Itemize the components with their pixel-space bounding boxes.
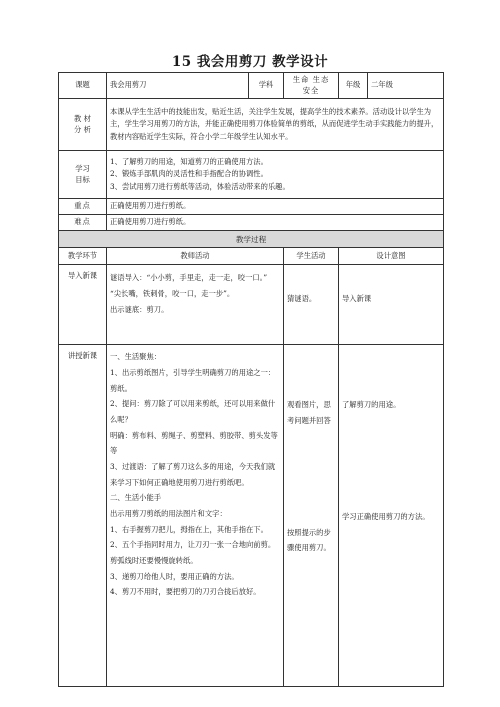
goals-label-line1: 学习	[75, 164, 90, 174]
header-intent: 设计意图	[339, 248, 444, 265]
intro-teacher-line: “尖长嘴，铁刺骨，咬一口，走一步”。	[110, 288, 235, 298]
teach-teacher-line: 2、提问：剪刀除了可以用来剪纸，还可以用来做什么呢？	[110, 399, 276, 424]
process-section-title: 教学过程	[59, 231, 444, 248]
intro-teacher-line: 谜语导入：“小小剪，手里走，走一走，咬一口。”	[110, 273, 268, 283]
header-stage: 教学环节	[59, 248, 107, 265]
teach-teacher-line: 一、生活聚焦：	[110, 352, 162, 362]
teach-stage: 讲授新课	[59, 345, 107, 687]
teach-teacher-line: 出示用剪刀剪纸的用法图片和文字：	[110, 509, 227, 519]
intro-teacher-line: 出示谜底：剪刀。	[110, 304, 169, 314]
subject-value: 生命 生态 安全	[284, 73, 339, 99]
grade-value: 二年级	[368, 73, 444, 99]
grade-label: 年级	[339, 73, 368, 99]
teach-teacher-line: 3、过渡语：了解了剪刀这么多的用途，今天我们就来学习下如何正确地使用剪刀进行剪纸吧。	[110, 461, 276, 487]
teach-teacher-line: 1、出示剪纸图片，引导学生明确剪刀的用途之一：剪纸。	[110, 367, 276, 393]
header-student: 学生活动	[284, 248, 339, 265]
goals-label-line2: 目标	[75, 174, 90, 184]
teach-student	[284, 345, 339, 687]
teach-teacher-line: 二、生活小能手	[110, 493, 162, 503]
info-row	[59, 73, 444, 99]
goal-item: 1、了解剪刀的用途，知道剪刀的正确使用方法。	[110, 157, 268, 167]
goal-item: 2、锻炼手部肌肉的灵活性和手指配合的协调性。	[110, 169, 268, 179]
goal-item: 3、尝试用剪刀进行剪纸等活动，体验活动带来的乐趣。	[110, 181, 290, 191]
goals-label	[59, 151, 107, 199]
topic-label: 课题	[59, 73, 107, 99]
teach-teacher-line: 3、递剪刀给他人时，要用正确的方法。	[110, 571, 239, 581]
subject-label: 学科	[249, 73, 284, 99]
teach-intent-2: 学习正确使用剪刀的方法。	[342, 511, 430, 521]
teach-student-1: 观看图片，思考问题并回答	[287, 400, 331, 425]
teach-intent-1: 了解剪刀的用途。	[342, 400, 401, 410]
teach-teacher-line: 明确：剪布料、剪绳子、剪塑料、剪胶带、剪头发等等	[110, 430, 278, 456]
intro-stage: 导入新课	[59, 265, 107, 345]
header-teacher: 教师活动	[107, 248, 284, 265]
teach-student-2: 按照提示的步骤使用剪刀。	[287, 527, 331, 553]
process-section-row	[59, 231, 444, 248]
analysis-row	[59, 99, 444, 151]
key-point-label: 重点	[59, 199, 107, 215]
intro-teacher	[107, 265, 284, 345]
intro-student: 猜谜语。	[284, 265, 339, 345]
teach-teacher-line: 2、五个手指同时用力，让刀刃一张一合地向前剪。剪弧线时还要慢慢旋转纸。	[110, 540, 276, 566]
goals-row	[59, 151, 444, 199]
goals-list	[107, 151, 444, 199]
difficulty-text: 正确使用剪刀进行剪纸。	[107, 215, 444, 231]
intro-row	[59, 265, 444, 345]
key-point-text: 正确使用剪刀进行剪纸。	[107, 199, 444, 215]
analysis-label-line2: 分 析	[74, 124, 91, 134]
teach-intent	[339, 345, 444, 687]
teach-teacher-line: 1、右手握剪刀把儿，拇指在上，其他手指在下。	[110, 524, 268, 534]
topic-value: 我会用剪刀	[107, 73, 249, 99]
analysis-label	[59, 99, 107, 151]
intro-intent: 导入新课	[339, 265, 444, 345]
difficulty-row	[59, 215, 444, 231]
page-title: 15 我会用剪刀 教学设计	[171, 54, 329, 70]
teach-row	[59, 345, 444, 687]
lesson-plan-table	[58, 72, 444, 687]
analysis-label-line1: 教 材	[74, 114, 91, 124]
key-point-row	[59, 199, 444, 215]
teach-teacher	[107, 345, 284, 687]
process-header-row	[59, 248, 444, 265]
analysis-text: 本课从学生生活中的技能出发，贴近生活，关注学生发展，提高学生的技术素养。活动设计以学生为主，学生学习用剪刀的方法，并能正确使用剪刀体验简单的剪纸，从而促进学生动手实践能力的提升，教材内容贴近学生实际，符合小学二年级学生认知水平。	[107, 99, 444, 151]
teach-teacher-line: 4、剪刀不用时，要把剪刀的刀刃合拢后放好。	[110, 587, 261, 597]
difficulty-label: 难点	[59, 215, 107, 231]
